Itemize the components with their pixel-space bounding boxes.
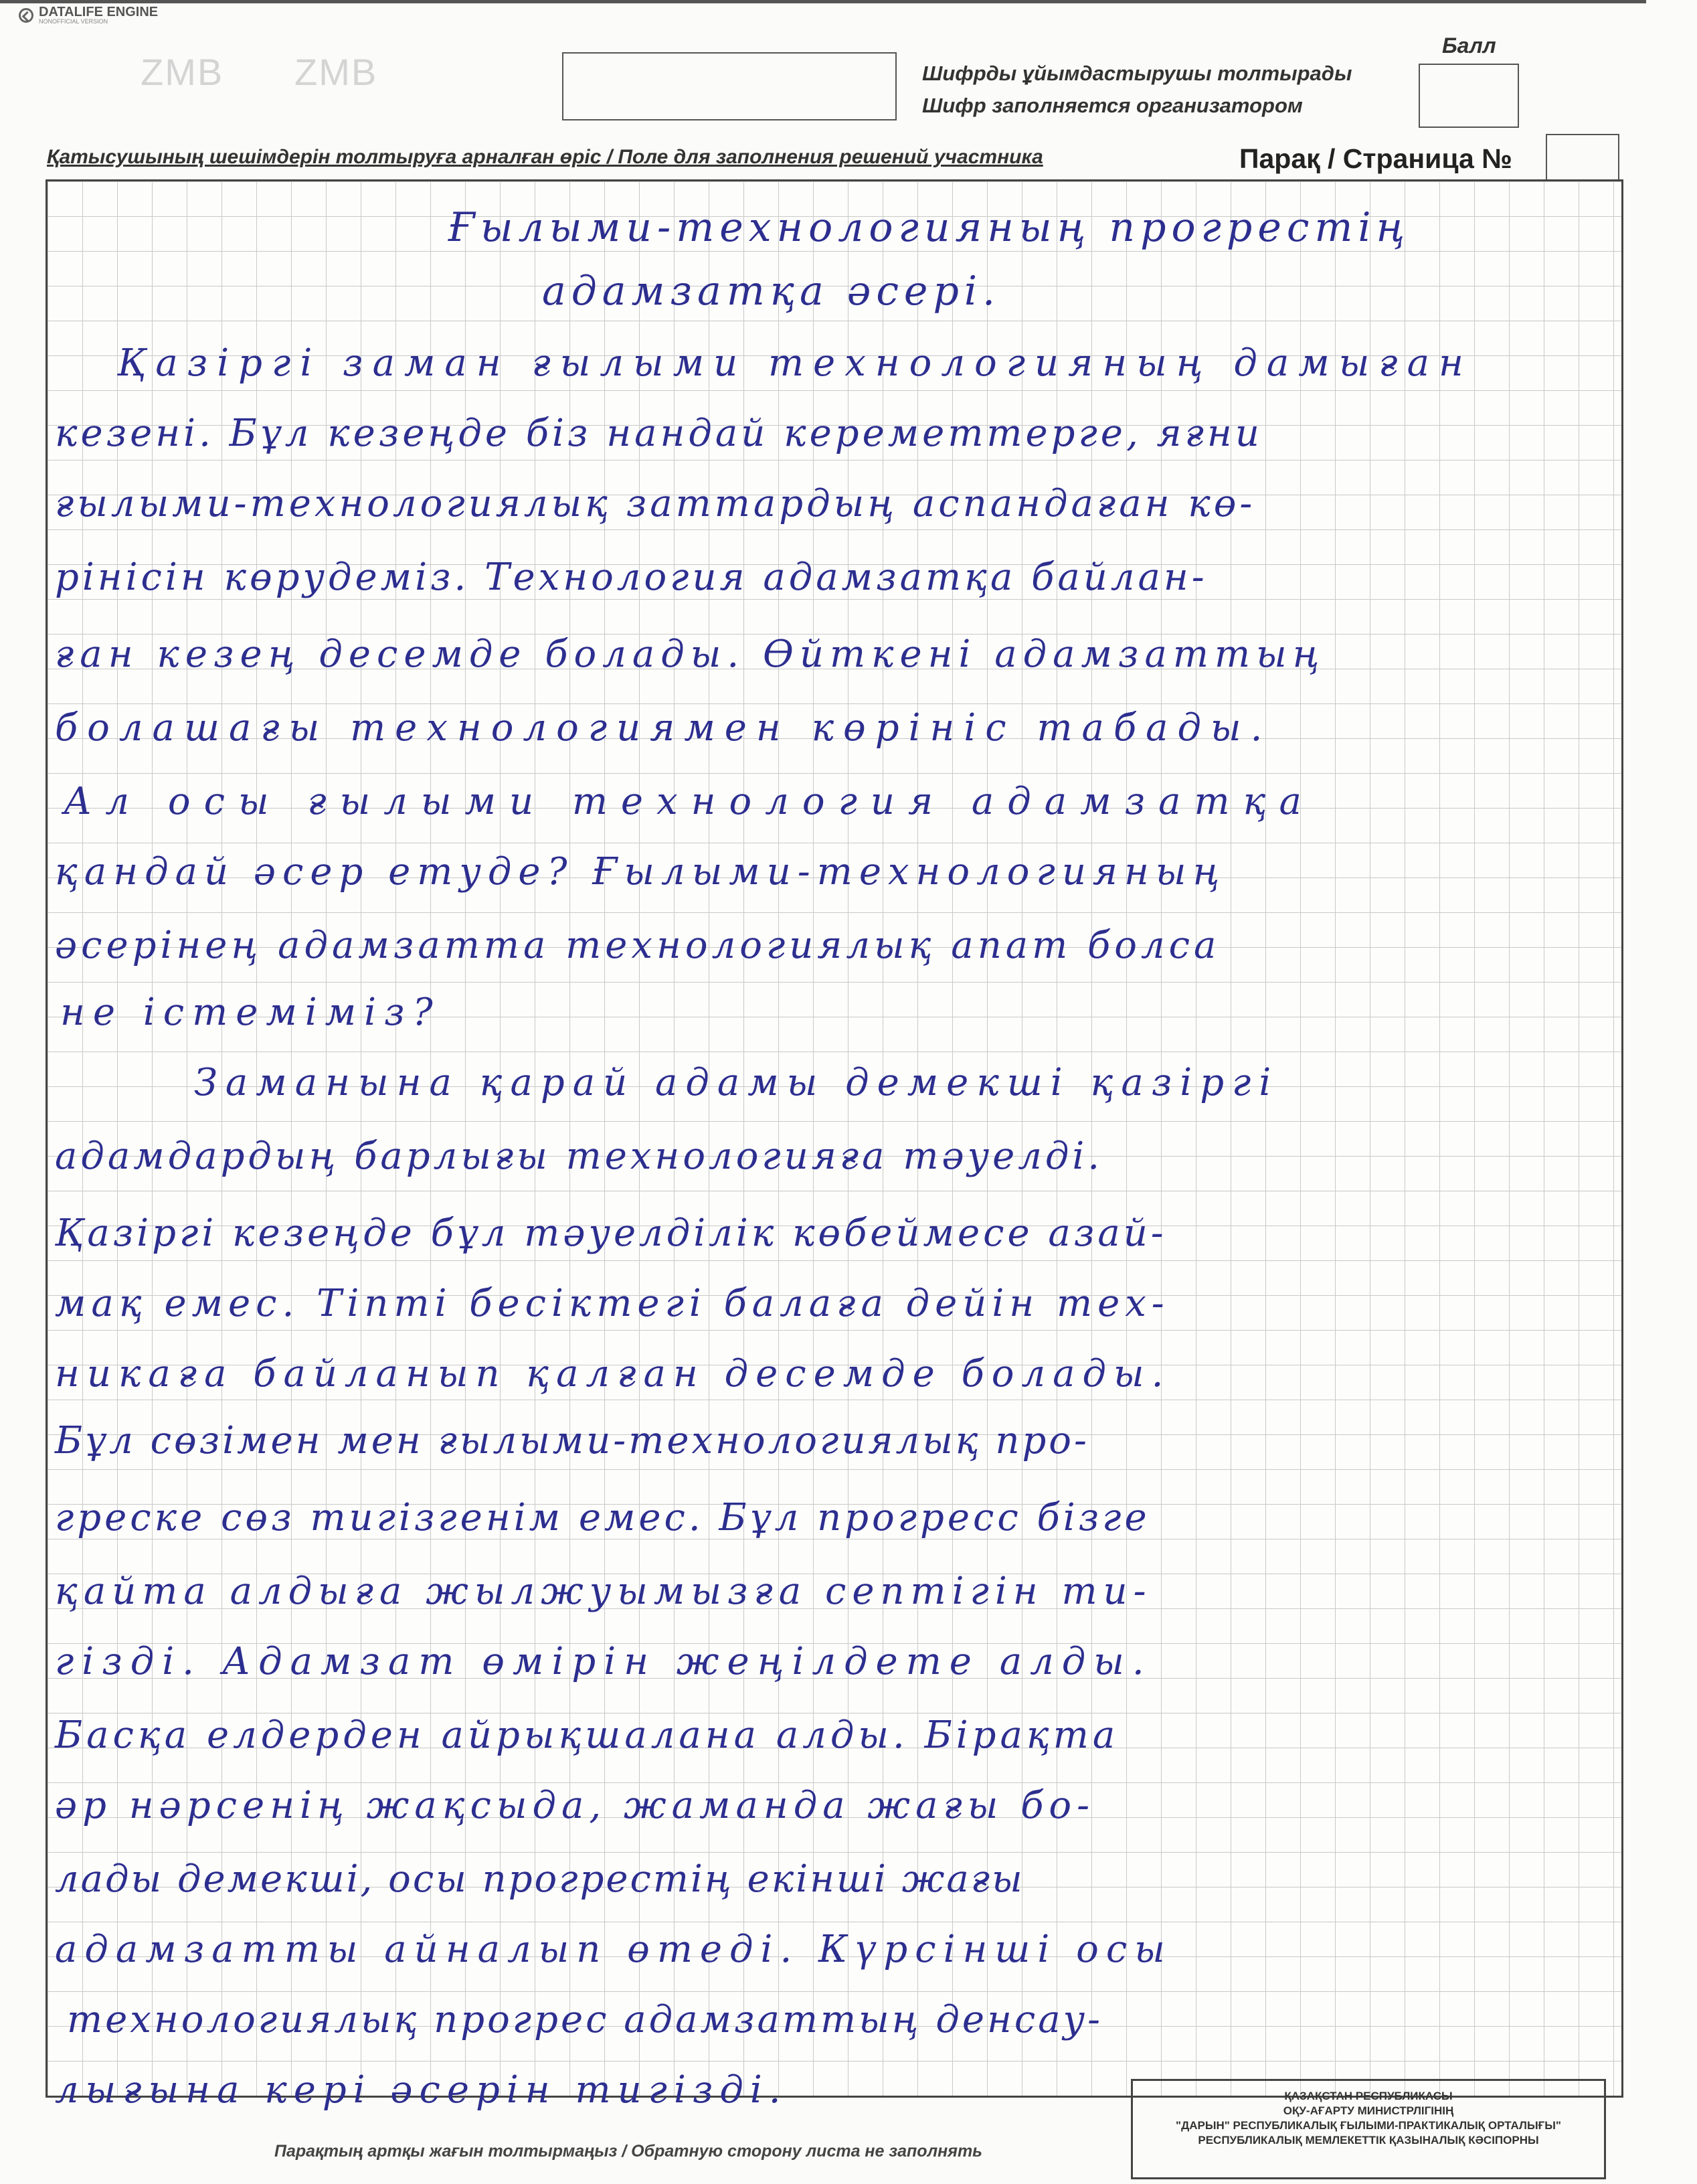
essay-line: никаға байланып қалған десемде болады. xyxy=(55,1352,1171,1396)
top-border-line xyxy=(0,0,1646,3)
stamp-line: ОҚУ-АҒАРТУ МИНИСТРЛІГІНІҢ xyxy=(1283,2104,1454,2117)
organization-stamp xyxy=(1131,2079,1606,2179)
footer-note: Парақтың артқы жағын толтырмаңыз / Обратную сторону листа не заполнять xyxy=(274,2142,983,2161)
cipher-note-ru: Шифр заполняется организатором xyxy=(922,94,1303,117)
essay-line: кезені. Бұл кезеңде біз нандай кереметтерге, яғни xyxy=(55,412,1263,455)
watermark-name: DATALIFE ENGINE xyxy=(39,5,159,19)
essay-line: Заманына қарай адамы демекші қазіргі xyxy=(194,1061,1279,1104)
page-number-field[interactable] xyxy=(1546,134,1619,181)
essay-line: әр нәрсенің жақсыда, жаманда жағы бо- xyxy=(55,1784,1095,1827)
essay-line: адамзатты айналып өтеді. Күрсінші осы xyxy=(55,1928,1172,1971)
essay-line: не істеміміз? xyxy=(60,991,441,1034)
essay-line: Басқа елдерден айрықшалана алды. Бірақта xyxy=(55,1713,1120,1757)
stamp-line: РЕСПУБЛИКАЛЫҚ МЕМЛЕКЕТТІК ҚАЗЫНАЛЫҚ КӘСІПОРНЫ xyxy=(1198,2134,1539,2147)
essay-title-line-2: адамзатқа әсері. xyxy=(542,268,1001,315)
score-field[interactable] xyxy=(1419,64,1519,128)
watermark-tagline: NONOFFICIAL VERSION xyxy=(39,18,108,25)
essay-line: гізді. Адамзат өмірін жеңілдете алды. xyxy=(55,1640,1152,1683)
essay-line: мақ емес. Тіпті бесіктегі балаға дейін тех- xyxy=(55,1282,1170,1325)
essay-line: болашағы технологиямен көрініс табады. xyxy=(55,706,1272,750)
stamp-line: "ДАРЫН" РЕСПУБЛИКАЛЫҚ ҒЫЛЫМИ-ПРАКТИКАЛЫҚ ОРТАЛЫҒЫ" xyxy=(1176,2119,1561,2132)
essay-line: адамдардың барлығы технологияға тәуелді. xyxy=(55,1135,1103,1178)
essay-line: Қазіргі заман ғылыми технологияның дамыған xyxy=(117,341,1473,385)
ghost-code-1: ZMB xyxy=(141,51,224,93)
essay-line: ғылыми-технологиялық заттардың аспандаған кө- xyxy=(55,482,1256,525)
cipher-note-kz: Шифрды ұйымдастырушы толтырады xyxy=(922,62,1352,85)
cipher-field[interactable] xyxy=(562,52,897,120)
essay-line: әсерінең адамзатта технологиялық апат болса xyxy=(55,924,1221,967)
essay-line: қандай әсер етуде? Ғылыми-технологияның xyxy=(55,850,1227,894)
essay-line: греске сөз тигізгенім емес. Бұл прогресс бізге xyxy=(55,1496,1150,1539)
page-number-label: Парақ / Страница № xyxy=(1239,143,1512,174)
essay-line: қайта алдыға жылжуымызға септігін ти- xyxy=(55,1570,1152,1613)
watermark-logo-icon xyxy=(19,8,33,23)
essay-line: лығына кері әсерін тигізді. xyxy=(55,2068,788,2112)
essay-line: рінісін көрудеміз. Технология адамзатқа байлан- xyxy=(55,556,1208,599)
essay-line: лады демекші, осы прогрестің екінші жағы xyxy=(55,1857,1024,1901)
essay-title-line-1: Ғылыми-технологияның прогрестің xyxy=(448,204,1411,251)
essay-line: технологиялық прогрес адамзаттың денсау- xyxy=(67,1998,1103,2041)
answer-field-label: Қатысушының шешімдерін толтыруға арналған өріс / Поле для заполнения решений участника xyxy=(47,146,1043,168)
ghost-code-2: ZMB xyxy=(294,51,378,93)
essay-line: Бұл сөзімен мен ғылыми-технологиялық про- xyxy=(55,1419,1089,1462)
essay-line: Қазіргі кезеңде бұл тәуелділік көбеймесе азай- xyxy=(55,1211,1167,1255)
stamp-line: ҚАЗАҚСТАН РЕСПУБЛИКАСЫ xyxy=(1284,2090,1453,2102)
essay-line: ған кезең десемде болады. Өйткені адамзаттың xyxy=(55,633,1326,676)
watermark xyxy=(19,5,158,25)
score-label: Балл xyxy=(1442,33,1496,58)
essay-line: Ал осы ғылыми технология адамзатқа xyxy=(64,780,1315,823)
